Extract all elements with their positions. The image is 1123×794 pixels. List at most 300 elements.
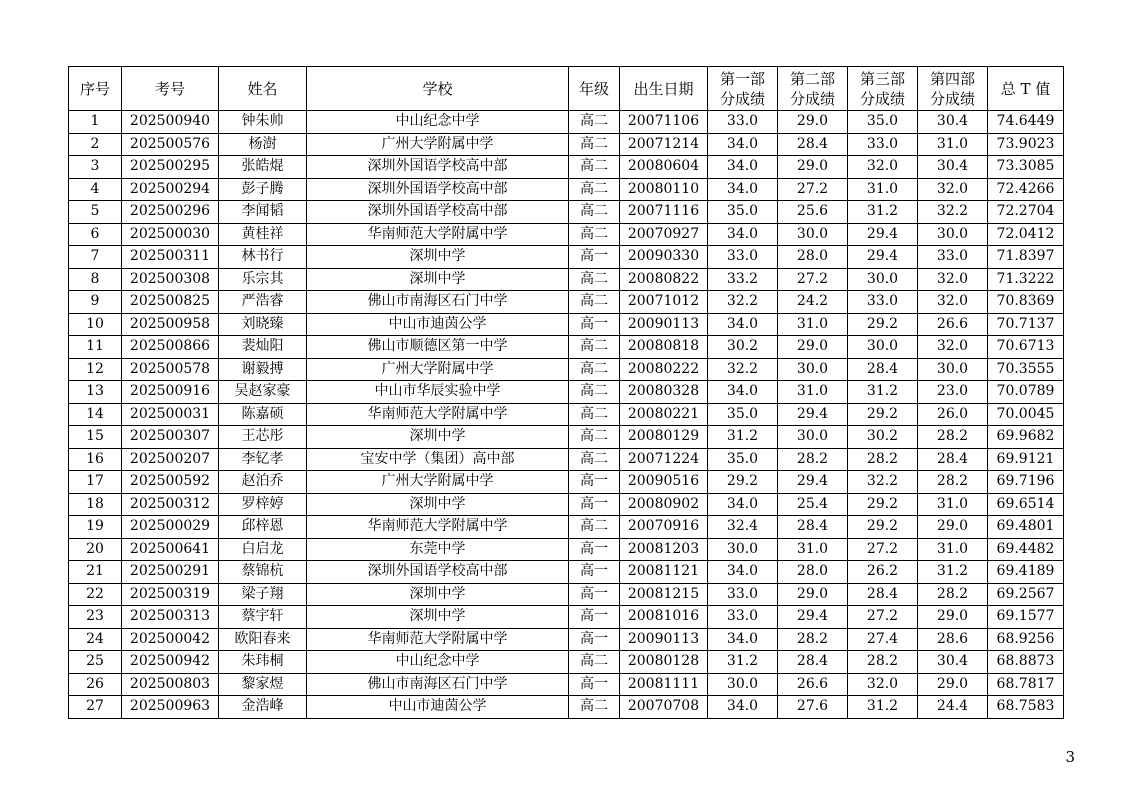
column-header-part1 (708, 67, 778, 111)
cell-seq: 27 (69, 696, 122, 719)
cell-part1: 34.0 (708, 156, 778, 179)
cell-exam-no: 202500313 (122, 606, 219, 629)
cell-part1: 34.0 (708, 178, 778, 201)
cell-part2: 29.4 (778, 403, 848, 426)
cell-grade: 高二 (569, 291, 620, 314)
cell-part4: 30.4 (918, 651, 988, 674)
cell-seq: 19 (69, 516, 122, 539)
cell-school: 深圳中学 (307, 426, 569, 449)
cell-exam-no: 202500866 (122, 336, 219, 359)
cell-total-t: 69.9121 (988, 448, 1064, 471)
cell-name: 黄桂祥 (219, 223, 307, 246)
cell-grade: 高二 (569, 133, 620, 156)
cell-name: 金浩峰 (219, 696, 307, 719)
cell-exam-no: 202500307 (122, 426, 219, 449)
cell-birth: 20080822 (620, 268, 708, 291)
cell-school: 华南师范大学附属中学 (307, 516, 569, 539)
cell-part4: 30.4 (918, 111, 988, 134)
column-header-text: 总 T 值 (1000, 79, 1051, 98)
cell-seq: 5 (69, 201, 122, 224)
cell-part4: 31.0 (918, 493, 988, 516)
cell-part2: 28.2 (778, 448, 848, 471)
cell-part2: 28.0 (778, 561, 848, 584)
cell-part1: 34.0 (708, 133, 778, 156)
cell-exam-no: 202500319 (122, 583, 219, 606)
table-row (69, 516, 1064, 539)
cell-birth: 20080902 (620, 493, 708, 516)
cell-school: 东莞中学 (307, 538, 569, 561)
table-row (69, 358, 1064, 381)
cell-seq: 11 (69, 336, 122, 359)
cell-part2: 31.0 (778, 381, 848, 404)
cell-exam-no: 202500029 (122, 516, 219, 539)
cell-exam-no: 202500311 (122, 246, 219, 269)
cell-part4: 28.2 (918, 471, 988, 494)
cell-part2: 29.0 (778, 156, 848, 179)
column-header-text: 出生日期 (633, 79, 694, 98)
cell-name: 陈嘉硕 (219, 403, 307, 426)
cell-part3: 26.2 (848, 561, 918, 584)
table-row (69, 696, 1064, 719)
cell-part2: 30.0 (778, 223, 848, 246)
cell-part2: 24.2 (778, 291, 848, 314)
cell-name: 严浩睿 (219, 291, 307, 314)
cell-grade: 高二 (569, 223, 620, 246)
cell-total-t: 69.2567 (988, 583, 1064, 606)
cell-name: 赵泊乔 (219, 471, 307, 494)
cell-part1: 31.2 (708, 651, 778, 674)
cell-seq: 3 (69, 156, 122, 179)
cell-birth: 20081111 (620, 673, 708, 696)
cell-birth: 20090113 (620, 628, 708, 651)
cell-part2: 30.0 (778, 358, 848, 381)
cell-part3: 33.0 (848, 133, 918, 156)
cell-part3: 29.2 (848, 493, 918, 516)
cell-part4: 31.0 (918, 133, 988, 156)
table-row (69, 223, 1064, 246)
cell-part2: 26.6 (778, 673, 848, 696)
cell-school: 宝安中学（集团）高中部 (307, 448, 569, 471)
cell-seq: 1 (69, 111, 122, 134)
cell-seq: 10 (69, 313, 122, 336)
cell-seq: 6 (69, 223, 122, 246)
cell-exam-no: 202500312 (122, 493, 219, 516)
cell-grade: 高二 (569, 381, 620, 404)
cell-part2: 29.0 (778, 336, 848, 359)
cell-exam-no: 202500592 (122, 471, 219, 494)
cell-exam-no: 202500031 (122, 403, 219, 426)
cell-seq: 25 (69, 651, 122, 674)
cell-part1: 35.0 (708, 201, 778, 224)
cell-exam-no: 202500942 (122, 651, 219, 674)
cell-exam-no: 202500308 (122, 268, 219, 291)
cell-birth: 20080818 (620, 336, 708, 359)
cell-birth: 20080110 (620, 178, 708, 201)
cell-total-t: 69.4801 (988, 516, 1064, 539)
cell-part1: 34.0 (708, 381, 778, 404)
cell-birth: 20090330 (620, 246, 708, 269)
cell-part4: 23.0 (918, 381, 988, 404)
cell-part1: 33.0 (708, 583, 778, 606)
cell-school: 华南师范大学附属中学 (307, 403, 569, 426)
column-header-birth (620, 67, 708, 111)
cell-part4: 32.0 (918, 336, 988, 359)
cell-part1: 32.2 (708, 358, 778, 381)
column-header-text: 分成绩 (859, 89, 905, 108)
cell-total-t: 73.3085 (988, 156, 1064, 179)
cell-part4: 26.0 (918, 403, 988, 426)
column-header-text: 年级 (578, 79, 609, 98)
cell-total-t: 69.6514 (988, 493, 1064, 516)
cell-school: 中山市迪茵公学 (307, 313, 569, 336)
cell-birth: 20070927 (620, 223, 708, 246)
cell-seq: 22 (69, 583, 122, 606)
cell-part1: 31.2 (708, 426, 778, 449)
column-header-text: 分成绩 (719, 89, 765, 108)
column-header-seq (69, 67, 122, 111)
cell-part4: 28.6 (918, 628, 988, 651)
table-row (69, 673, 1064, 696)
cell-school: 深圳外国语学校高中部 (307, 561, 569, 584)
cell-seq: 7 (69, 246, 122, 269)
cell-part3: 35.0 (848, 111, 918, 134)
cell-name: 彭子腾 (219, 178, 307, 201)
cell-exam-no: 202500578 (122, 358, 219, 381)
table-row (69, 606, 1064, 629)
cell-total-t: 69.4189 (988, 561, 1064, 584)
cell-exam-no: 202500042 (122, 628, 219, 651)
column-header-text: 第三部 (859, 69, 905, 88)
cell-part3: 27.2 (848, 538, 918, 561)
cell-total-t: 70.7137 (988, 313, 1064, 336)
cell-total-t: 73.9023 (988, 133, 1064, 156)
cell-exam-no: 202500207 (122, 448, 219, 471)
cell-school: 深圳中学 (307, 606, 569, 629)
cell-name: 欧阳春来 (219, 628, 307, 651)
column-header-text: 第一部 (719, 69, 765, 88)
cell-part1: 34.0 (708, 223, 778, 246)
cell-seq: 17 (69, 471, 122, 494)
cell-grade: 高二 (569, 696, 620, 719)
cell-seq: 12 (69, 358, 122, 381)
table-row (69, 178, 1064, 201)
table-row (69, 336, 1064, 359)
cell-part1: 33.0 (708, 606, 778, 629)
cell-grade: 高一 (569, 606, 620, 629)
cell-part4: 30.0 (918, 358, 988, 381)
cell-seq: 18 (69, 493, 122, 516)
column-header-exam-no (122, 67, 219, 111)
cell-part3: 27.4 (848, 628, 918, 651)
cell-part2: 28.2 (778, 628, 848, 651)
column-header-school (307, 67, 569, 111)
cell-part2: 31.0 (778, 538, 848, 561)
cell-total-t: 70.0045 (988, 403, 1064, 426)
cell-grade: 高二 (569, 448, 620, 471)
cell-birth: 20081121 (620, 561, 708, 584)
cell-part2: 28.4 (778, 516, 848, 539)
cell-birth: 20071106 (620, 111, 708, 134)
cell-birth: 20070916 (620, 516, 708, 539)
cell-grade: 高一 (569, 561, 620, 584)
cell-birth: 20081215 (620, 583, 708, 606)
cell-grade: 高二 (569, 426, 620, 449)
cell-seq: 21 (69, 561, 122, 584)
cell-part4: 29.0 (918, 606, 988, 629)
table-body (69, 111, 1064, 719)
cell-part2: 27.6 (778, 696, 848, 719)
cell-name: 张皓焜 (219, 156, 307, 179)
cell-name: 钟朱帅 (219, 111, 307, 134)
cell-total-t: 69.4482 (988, 538, 1064, 561)
cell-school: 佛山市顺德区第一中学 (307, 336, 569, 359)
cell-part2: 25.4 (778, 493, 848, 516)
cell-grade: 高二 (569, 403, 620, 426)
cell-seq: 2 (69, 133, 122, 156)
cell-grade: 高二 (569, 268, 620, 291)
table-row (69, 111, 1064, 134)
cell-part1: 34.0 (708, 493, 778, 516)
table-row (69, 471, 1064, 494)
cell-name: 蔡宇轩 (219, 606, 307, 629)
cell-name: 王芯彤 (219, 426, 307, 449)
cell-seq: 16 (69, 448, 122, 471)
cell-grade: 高二 (569, 178, 620, 201)
column-header-total-t (988, 67, 1064, 111)
cell-total-t: 68.7583 (988, 696, 1064, 719)
column-header-text: 第四部 (929, 69, 975, 88)
cell-part3: 29.2 (848, 403, 918, 426)
column-header-text: 考号 (154, 79, 185, 98)
cell-grade: 高一 (569, 246, 620, 269)
cell-part2: 25.6 (778, 201, 848, 224)
cell-part3: 28.4 (848, 358, 918, 381)
cell-part3: 32.2 (848, 471, 918, 494)
table-row (69, 403, 1064, 426)
cell-total-t: 70.3555 (988, 358, 1064, 381)
cell-part2: 28.0 (778, 246, 848, 269)
cell-school: 深圳中学 (307, 583, 569, 606)
cell-total-t: 72.2704 (988, 201, 1064, 224)
table-row (69, 538, 1064, 561)
cell-part1: 29.2 (708, 471, 778, 494)
cell-name: 乐宗其 (219, 268, 307, 291)
cell-name: 刘晓臻 (219, 313, 307, 336)
cell-seq: 20 (69, 538, 122, 561)
cell-name: 邱梓恩 (219, 516, 307, 539)
results-table (68, 66, 1064, 719)
cell-part4: 33.0 (918, 246, 988, 269)
cell-part2: 28.4 (778, 651, 848, 674)
table-row (69, 156, 1064, 179)
cell-birth: 20090113 (620, 313, 708, 336)
table-row (69, 448, 1064, 471)
cell-grade: 高二 (569, 201, 620, 224)
cell-part4: 32.0 (918, 178, 988, 201)
cell-total-t: 70.6713 (988, 336, 1064, 359)
cell-name: 梁子翔 (219, 583, 307, 606)
table-row (69, 291, 1064, 314)
cell-part1: 30.2 (708, 336, 778, 359)
column-header-text: 序号 (79, 79, 110, 98)
cell-seq: 14 (69, 403, 122, 426)
cell-part3: 30.0 (848, 336, 918, 359)
table-row (69, 381, 1064, 404)
cell-birth: 20080221 (620, 403, 708, 426)
table-row (69, 426, 1064, 449)
cell-school: 佛山市南海区石门中学 (307, 291, 569, 314)
cell-grade: 高二 (569, 111, 620, 134)
cell-part2: 29.0 (778, 111, 848, 134)
cell-seq: 13 (69, 381, 122, 404)
cell-total-t: 68.9256 (988, 628, 1064, 651)
cell-school: 广州大学附属中学 (307, 358, 569, 381)
cell-exam-no: 202500803 (122, 673, 219, 696)
cell-school: 深圳外国语学校高中部 (307, 156, 569, 179)
cell-part3: 27.2 (848, 606, 918, 629)
cell-part1: 35.0 (708, 448, 778, 471)
cell-name: 朱玮桐 (219, 651, 307, 674)
cell-part1: 33.2 (708, 268, 778, 291)
cell-part4: 29.0 (918, 673, 988, 696)
cell-seq: 9 (69, 291, 122, 314)
cell-seq: 8 (69, 268, 122, 291)
cell-part1: 34.0 (708, 561, 778, 584)
cell-birth: 20071012 (620, 291, 708, 314)
cell-part2: 31.0 (778, 313, 848, 336)
cell-part1: 34.0 (708, 628, 778, 651)
cell-birth: 20081203 (620, 538, 708, 561)
cell-part4: 28.4 (918, 448, 988, 471)
cell-total-t: 71.3222 (988, 268, 1064, 291)
cell-exam-no: 202500963 (122, 696, 219, 719)
cell-exam-no: 202500295 (122, 156, 219, 179)
cell-part4: 26.6 (918, 313, 988, 336)
table-row (69, 493, 1064, 516)
cell-name: 李钇孝 (219, 448, 307, 471)
cell-seq: 24 (69, 628, 122, 651)
cell-school: 华南师范大学附属中学 (307, 628, 569, 651)
cell-part3: 31.2 (848, 696, 918, 719)
cell-grade: 高二 (569, 516, 620, 539)
table-header-row (69, 67, 1064, 111)
cell-part3: 30.0 (848, 268, 918, 291)
cell-part3: 30.2 (848, 426, 918, 449)
cell-part1: 33.0 (708, 111, 778, 134)
cell-part1: 35.0 (708, 403, 778, 426)
cell-part3: 28.2 (848, 651, 918, 674)
cell-part1: 33.0 (708, 246, 778, 269)
cell-school: 中山市迪茵公学 (307, 696, 569, 719)
cell-part3: 29.4 (848, 246, 918, 269)
cell-school: 华南师范大学附属中学 (307, 223, 569, 246)
column-header-text: 学校 (422, 79, 453, 98)
column-header-text: 分成绩 (929, 89, 975, 108)
column-header-text: 分成绩 (789, 89, 835, 108)
cell-grade: 高二 (569, 156, 620, 179)
column-header-part3 (848, 67, 918, 111)
cell-part2: 28.4 (778, 133, 848, 156)
cell-part3: 31.0 (848, 178, 918, 201)
column-header-text: 第二部 (789, 69, 835, 88)
cell-total-t: 70.0789 (988, 381, 1064, 404)
cell-part4: 30.0 (918, 223, 988, 246)
cell-part1: 30.0 (708, 538, 778, 561)
cell-part2: 29.4 (778, 471, 848, 494)
cell-birth: 20080129 (620, 426, 708, 449)
cell-birth: 20071214 (620, 133, 708, 156)
cell-part1: 30.0 (708, 673, 778, 696)
cell-name: 李闻韬 (219, 201, 307, 224)
cell-part1: 34.0 (708, 696, 778, 719)
cell-school: 广州大学附属中学 (307, 133, 569, 156)
cell-exam-no: 202500940 (122, 111, 219, 134)
cell-exam-no: 202500958 (122, 313, 219, 336)
cell-part2: 30.0 (778, 426, 848, 449)
cell-part3: 29.2 (848, 516, 918, 539)
column-header-text: 姓名 (247, 79, 278, 98)
cell-part3: 31.2 (848, 201, 918, 224)
cell-seq: 15 (69, 426, 122, 449)
cell-exam-no: 202500294 (122, 178, 219, 201)
cell-grade: 高一 (569, 471, 620, 494)
table-row (69, 246, 1064, 269)
cell-total-t: 74.6449 (988, 111, 1064, 134)
cell-birth: 20080604 (620, 156, 708, 179)
cell-grade: 高二 (569, 358, 620, 381)
cell-birth: 20071116 (620, 201, 708, 224)
page-number: 3 (1065, 748, 1075, 766)
cell-total-t: 71.8397 (988, 246, 1064, 269)
cell-name: 黎家煜 (219, 673, 307, 696)
cell-name: 蔡锦杭 (219, 561, 307, 584)
cell-part3: 29.4 (848, 223, 918, 246)
column-header-name (219, 67, 307, 111)
cell-part4: 32.0 (918, 291, 988, 314)
cell-name: 裴灿阳 (219, 336, 307, 359)
cell-exam-no: 202500825 (122, 291, 219, 314)
cell-part3: 28.4 (848, 583, 918, 606)
cell-total-t: 70.8369 (988, 291, 1064, 314)
cell-grade: 高一 (569, 673, 620, 696)
cell-seq: 4 (69, 178, 122, 201)
cell-name: 杨澍 (219, 133, 307, 156)
cell-name: 林书行 (219, 246, 307, 269)
cell-part3: 28.2 (848, 448, 918, 471)
cell-birth: 20070708 (620, 696, 708, 719)
cell-name: 谢毅搏 (219, 358, 307, 381)
cell-total-t: 69.1577 (988, 606, 1064, 629)
cell-school: 中山纪念中学 (307, 651, 569, 674)
cell-name: 罗梓婷 (219, 493, 307, 516)
cell-part4: 31.0 (918, 538, 988, 561)
table-row (69, 268, 1064, 291)
cell-part4: 32.0 (918, 268, 988, 291)
cell-birth: 20080222 (620, 358, 708, 381)
cell-total-t: 72.4266 (988, 178, 1064, 201)
cell-part3: 32.0 (848, 156, 918, 179)
table-row (69, 133, 1064, 156)
table-row (69, 561, 1064, 584)
cell-grade: 高一 (569, 538, 620, 561)
cell-part3: 29.2 (848, 313, 918, 336)
table-row (69, 651, 1064, 674)
cell-part1: 34.0 (708, 313, 778, 336)
cell-grade: 高二 (569, 651, 620, 674)
cell-school: 深圳中学 (307, 268, 569, 291)
cell-part2: 27.2 (778, 268, 848, 291)
cell-part4: 31.2 (918, 561, 988, 584)
